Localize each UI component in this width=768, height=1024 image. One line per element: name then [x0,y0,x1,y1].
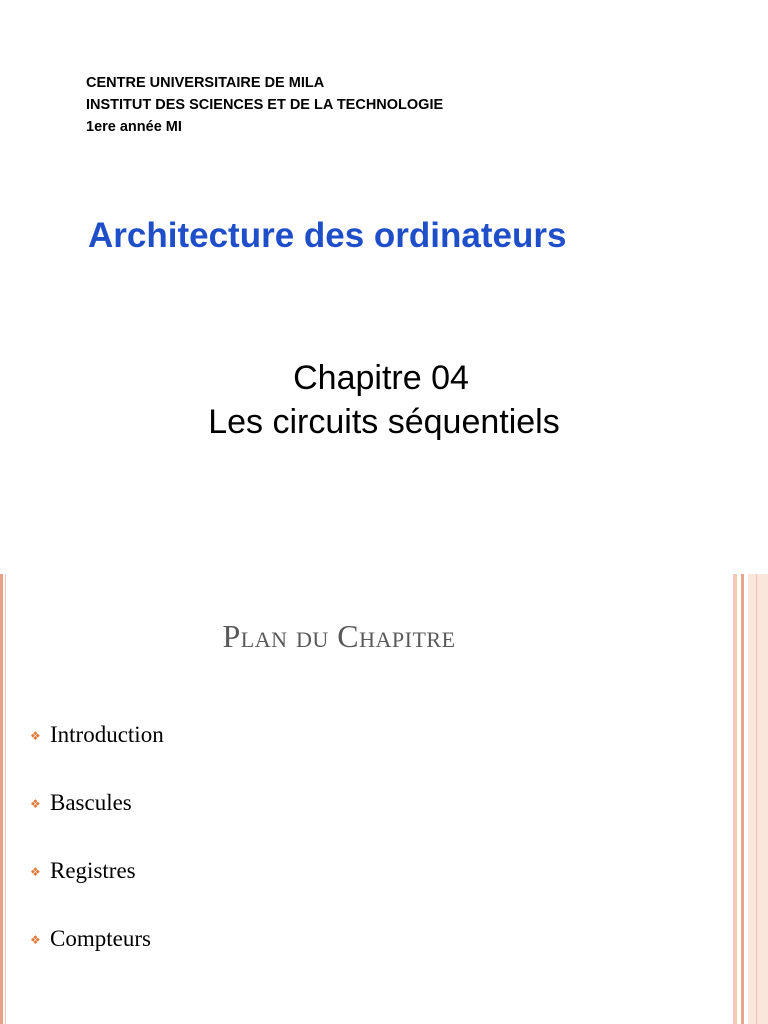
list-item-label: Compteurs [50,926,151,951]
diamond-bullet-icon: ❖ [30,933,41,947]
list-item-label: Bascules [50,790,132,815]
diamond-bullet-icon: ❖ [30,797,41,811]
list-item [30,720,164,788]
slide-border-right-band [748,574,768,1024]
institution-header [86,72,443,138]
institution-line: INSTITUT DES SCIENCES ET DE LA TECHNOLOGIE [86,97,444,113]
list-item [30,924,164,992]
plan-title: Plan du Chapitre [222,618,456,654]
list-item-label: Registres [50,858,136,883]
institution-line: CENTRE UNIVERSITAIRE DE MILA [86,75,325,91]
institution-line: 1ere année MI [86,119,182,135]
list-item [30,788,164,856]
chapter-title: Les circuits séquentiels [208,403,560,441]
plan-list [30,720,164,992]
list-item-label: Introduction [50,722,164,747]
chapter-number: Chapitre 04 [293,359,469,397]
diamond-bullet-icon: ❖ [30,729,41,743]
diamond-bullet-icon: ❖ [30,865,41,879]
slide-border-right-thin [756,574,757,1024]
slide-border-right-dark [741,574,744,1024]
plan-slide [0,574,768,1024]
chapter-heading [0,356,768,444]
list-item [30,856,164,924]
slide-border-right-light [733,574,737,1024]
course-title: Architecture des ordinateurs [88,216,567,255]
